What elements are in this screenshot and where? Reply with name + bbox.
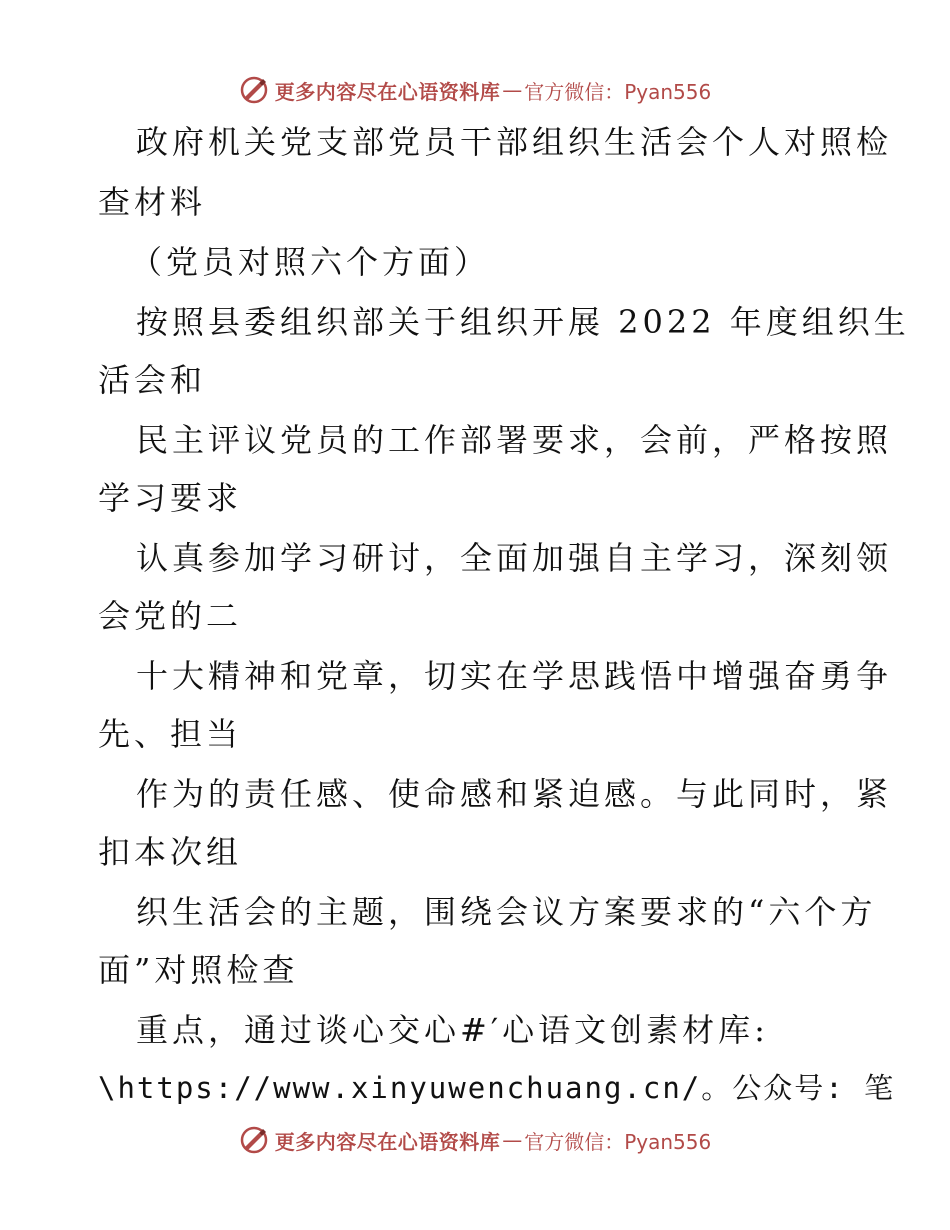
doc-line: 重点，通过谈心交心#′心语文创素材库: bbox=[136, 1011, 769, 1049]
banner-contact: 官方微信：Pyan556 bbox=[524, 79, 712, 104]
doc-line: 先、担当 bbox=[98, 715, 243, 753]
doc-line: 查材料 bbox=[98, 183, 207, 221]
doc-line: 扣本次组 bbox=[98, 833, 243, 871]
doc-line: 活会和 bbox=[98, 361, 207, 399]
banner-dash: — bbox=[502, 1128, 523, 1152]
doc-line-url: \https://www.xinyuwenchuang.cn/。公众号: 笔 bbox=[98, 1071, 896, 1105]
banner-dash: — bbox=[502, 78, 523, 102]
doc-line: 学习要求 bbox=[98, 479, 243, 517]
doc-line: 织生活会的主题，围绕会议方案要求的“六个方 bbox=[136, 893, 877, 931]
banner-text: 更多内容尽在心语资料库 bbox=[274, 79, 501, 104]
pen-logo-icon bbox=[239, 75, 269, 105]
banner-text: 更多内容尽在心语资料库 bbox=[274, 1129, 501, 1154]
doc-line: 政府机关党支部党员干部组织生活会个人对照检 bbox=[136, 123, 893, 161]
banner-contact: 官方微信：Pyan556 bbox=[524, 1129, 712, 1154]
footer-watermark-banner bbox=[0, 1120, 950, 1160]
doc-line: 面”对照检查 bbox=[98, 951, 299, 989]
doc-line: 会党的二 bbox=[98, 597, 243, 635]
pen-logo-icon bbox=[239, 1125, 269, 1155]
doc-line: （党员对照六个方面） bbox=[130, 243, 491, 281]
header-watermark-banner bbox=[0, 70, 950, 110]
doc-line: 认真参加学习研讨，全面加强自主学习，深刻领 bbox=[136, 539, 893, 577]
doc-line: 十大精神和党章，切实在学思践悟中增强奋勇争 bbox=[136, 657, 893, 695]
doc-line: 按照县委组织部关于组织开展 2022 年度组织生 bbox=[136, 303, 910, 341]
doc-line: 民主评议党员的工作部署要求，会前，严格按照 bbox=[136, 421, 893, 459]
doc-line: 作为的责任感、使命感和紧迫感。与此同时，紧 bbox=[136, 775, 893, 813]
